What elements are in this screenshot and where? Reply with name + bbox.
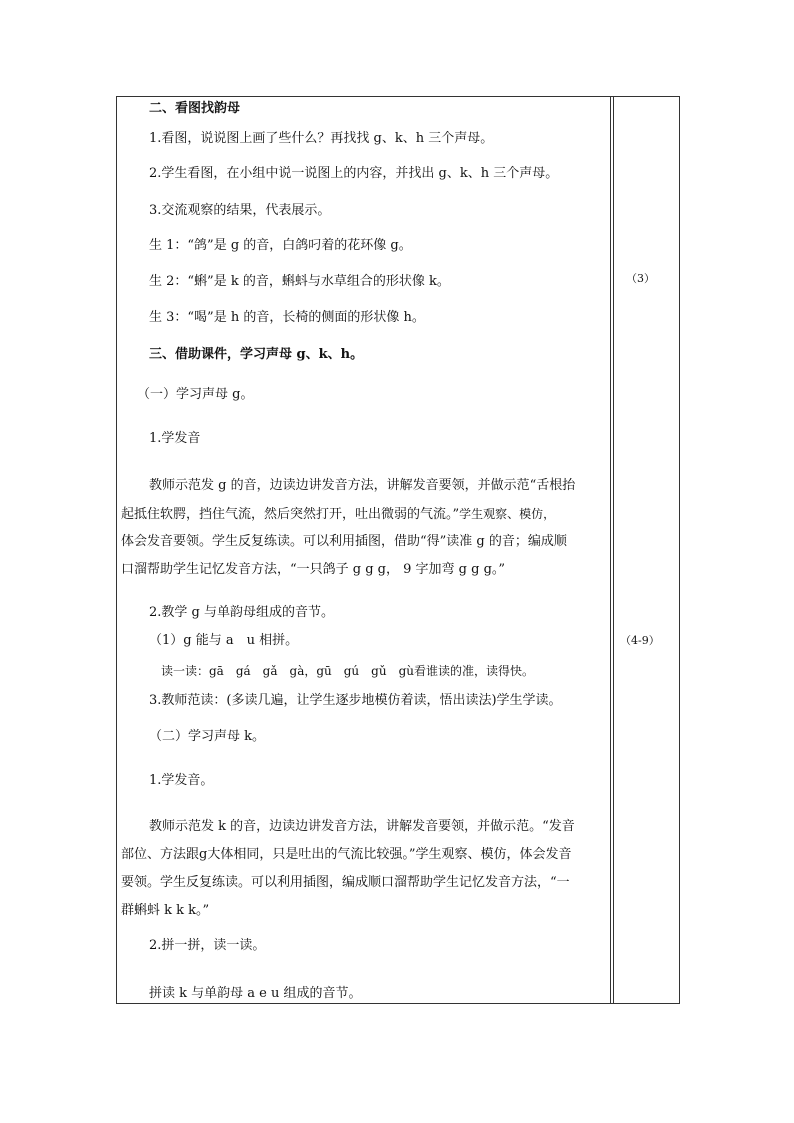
section2-heading: 二、看图找韵母 [149,101,241,116]
g-subheading-2: 2.教学 g 与单韵母组成的音节。 [149,605,334,620]
section2-paragraph-1: 1.看图，说说图上画了些什么？再找找 g、k、h 三个声母。 [149,131,494,146]
k-subheading-2: 2.拼一拼，读一读。 [149,938,266,953]
g-paragraph-line-4: 口溜帮助学生记忆发音方法，“一只鸽子 g g g， 9 字加弯 g g g。” [121,562,506,577]
g-subheading-3: 3.教师范读：(多读几遍，让学生逐步地模仿着读，悟出读法)学生学读。 [149,693,562,708]
g-paragraph-line-2 [121,506,555,523]
student-answer-1: 生 1：“鸽”是 g 的音，白鸽叼着的花环像 g。 [149,238,412,253]
g-paragraph-line-2b: 学生观察、模仿， [459,507,556,521]
k-paragraph-line-2: 部位、方法跟g大体相同，只是吐出的气流比较强。”学生观察、模仿，体会发音 [121,847,572,862]
g-subheading-1: 1.学发音 [149,431,201,446]
k-paragraph-line-1: 教师示范发 k 的音，边读边讲发音方法，讲解发音要领，并做示范。“发音 [149,819,575,834]
k-paragraph-line-3: 要领。学生反复练读。可以利用插图，编成顺口溜帮助学生记忆发音方法，“一 [121,875,570,890]
g-read-aloud: 读一读：gā gá gǎ gà，gū gú gǔ gù看谁读的准，读得快。 [161,664,534,678]
k-paragraph-line-4: 群蝌蚪 k k k。” [121,903,210,918]
student-answer-2: 生 2：“蝌”是 k 的音，蝌蚪与水草组合的形状像 k。 [149,274,450,289]
g-section-title: （一）学习声母 g。 [137,387,254,402]
k-section-title: （二）学习声母 k。 [149,729,266,744]
time-note-4-9: （4-9） [620,634,660,647]
g-paragraph-line-1: 教师示范发 g 的音，边读边讲发音方法，讲解发音要领，并做示范“舌根抬 [149,478,576,493]
section2-paragraph-3: 3.交流观察的结果，代表展示。 [149,203,331,218]
column-divider [610,97,611,1003]
column-divider-inner [613,97,614,1003]
k-read-aloud: 拼读 k 与单韵母 a e u 组成的音节。 [149,986,362,1001]
time-note-3: （3） [626,272,655,285]
student-answer-3: 生 3：“喝”是 h 的音，长椅的侧面的形状像 h。 [149,310,425,325]
g-paragraph-line-2a: 起抵住软腭，挡住气流，然后突然打开，吐出微弱的气流。” [121,507,460,522]
g-paragraph-line-3: 体会发音要领。学生反复练读。可以利用插图，借助“得”读准 g 的音；编成顺 [121,534,567,549]
section3-heading: 三、借助课件，学习声母 g、k、h。 [149,347,364,362]
section2-paragraph-2: 2.学生看图，在小组中说一说图上的内容，并找出 g、k、h 三个声母。 [149,166,559,181]
g-subheading-2a: （1）g 能与 a u 相拼。 [149,633,299,648]
k-subheading-1: 1.学发音。 [149,773,214,788]
lesson-plan-table [116,96,680,1004]
